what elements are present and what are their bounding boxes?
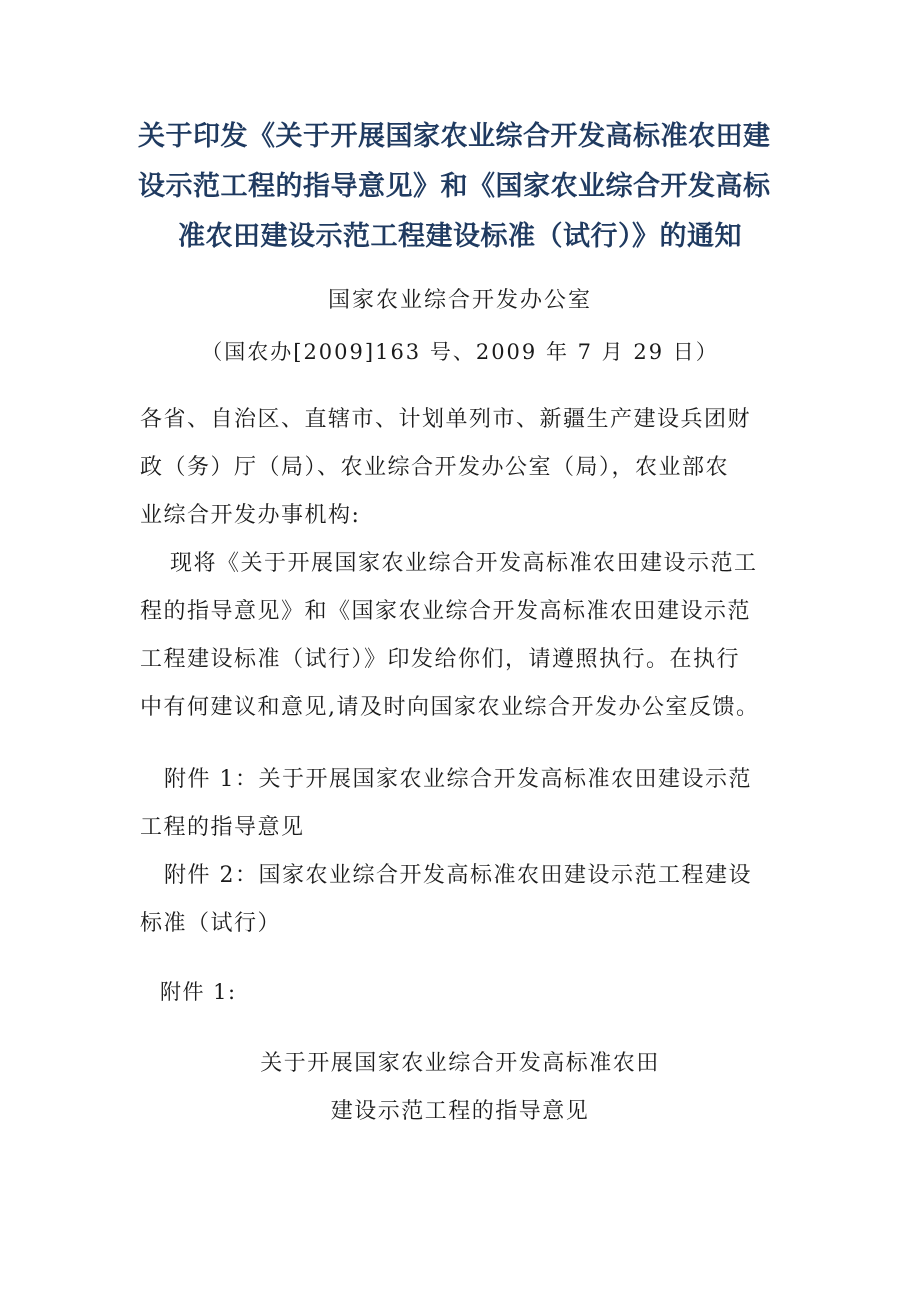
addressee-line-1: 各省、自治区、直辖市、计划单列市、新疆生产建设兵团财 bbox=[140, 407, 752, 432]
attachment-1-line-1: 附件 1：关于开展国家农业综合开发高标准农田建设示范 bbox=[164, 767, 752, 792]
attachment-label: 附件 1: bbox=[160, 980, 237, 1004]
body-line-1: 现将《关于开展国家农业综合开发高标准农田建设示范工 bbox=[170, 551, 758, 576]
attachment-title-line-2: 建设示范工程的指导意见 bbox=[330, 1099, 590, 1124]
addressee-paragraph bbox=[140, 396, 790, 540]
attachment-2-entry bbox=[140, 852, 790, 948]
document-number: （国农办[2009]163 号、2009 年 7 月 29 日） bbox=[201, 340, 719, 364]
addressee-line-2: 政（务）厅（局）、农业综合开发办公室（局），农业部农 bbox=[140, 455, 730, 480]
attachment-title bbox=[0, 1040, 920, 1136]
attachment-title-line-1: 关于开展国家农业综合开发高标准农田 bbox=[260, 1051, 660, 1076]
body-line-2: 程的指导意见》和《国家农业综合开发高标准农田建设示范 bbox=[140, 599, 752, 624]
body-paragraph bbox=[140, 540, 790, 732]
document-title bbox=[130, 112, 790, 262]
attachment-1-entry bbox=[140, 756, 790, 852]
attachment-2-line-1: 附件 2：国家农业综合开发高标准农田建设示范工程建设 bbox=[164, 863, 752, 888]
issuer: 国家农业综合开发办公室 bbox=[327, 288, 592, 313]
body-line-3: 工程建设标准（试行）》印发给你们，请遵照执行。在执行 bbox=[140, 647, 741, 672]
title-line-2: 设示范工程的指导意见》和《国家农业综合开发高标 bbox=[138, 171, 771, 202]
body-line-4: 中有何建议和意见,请及时向国家农业综合开发办公室反馈。 bbox=[140, 695, 760, 720]
addressee-line-3: 业综合开发办事机构: bbox=[140, 503, 361, 528]
attachment-2-line-2: 标准（试行） bbox=[140, 911, 282, 936]
attachment-1-line-2: 工程的指导意见 bbox=[140, 815, 305, 840]
title-line-1: 关于印发《关于开展国家农业综合开发高标准农田建 bbox=[138, 121, 771, 152]
title-line-3: 准农田建设示范工程建设标准（试行）》的通知 bbox=[178, 221, 742, 252]
